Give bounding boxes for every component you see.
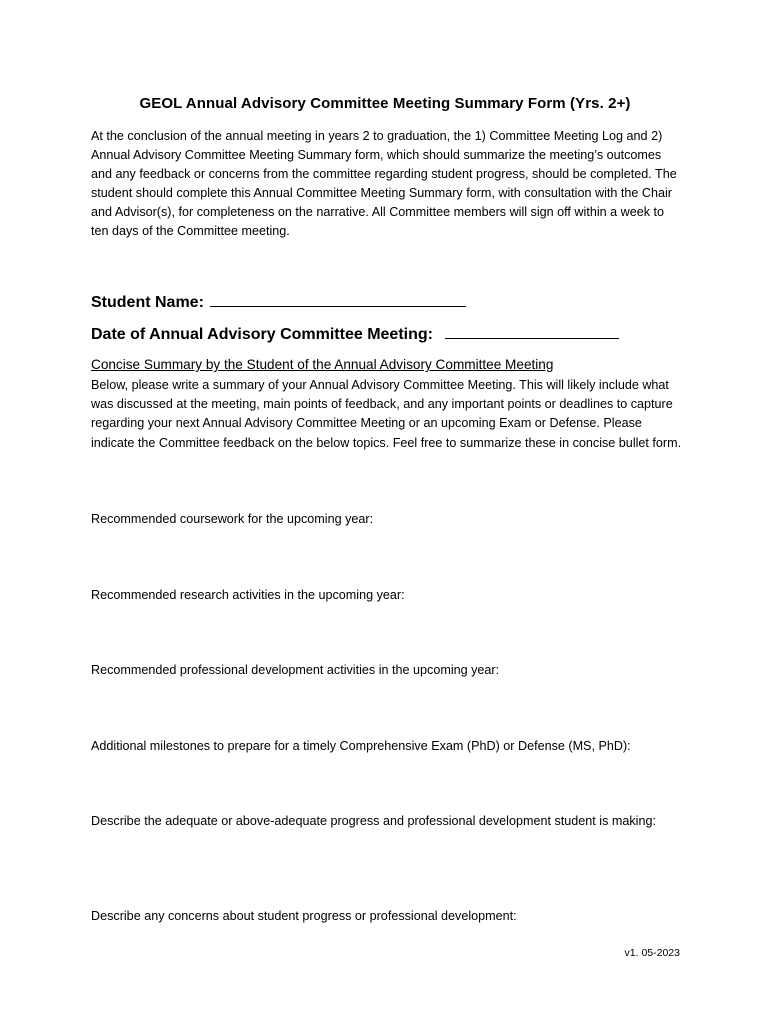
prompt-concerns: Describe any concerns about student progress or professional development: [91,909,517,923]
prompt-milestones: Additional milestones to prepare for a timely Comprehensive Exam (PhD) or Defense (MS, PhD): [91,739,631,753]
intro-paragraph: At the conclusion of the annual meeting in years 2 to graduation, the 1) Committee Meeting Log and 2) Annual Advisory Committee Meeting Summary form, which should summarize the meeting’s outcomes and any feedback or concerns from the committee regarding student progress, should be completed. The student should complete this Annual Committee Meeting Summary form, with consultation with the Chair and Advisor(s), for completeness on the narrative. All Committee members will sign off within a week to ten days of the Committee meeting. [91,129,677,238]
version-label: v1. 05-2023 [624,947,680,959]
meeting-date-blank[interactable] [445,324,619,339]
prompt-coursework: Recommended coursework for the upcoming year: [91,512,374,526]
prompt-progress: Describe the adequate or above-adequate progress and professional development student is making: [91,814,656,828]
prompt-research: Recommended research activities in the upcoming year: [91,588,405,602]
summary-heading: Concise Summary by the Student of the Annual Advisory Committee Meeting [91,357,554,372]
student-name-blank[interactable] [210,292,466,307]
prompt-professional-development: Recommended professional development activities in the upcoming year: [91,663,500,677]
summary-instructions: Below, please write a summary of your Annual Advisory Committee Meeting. This will likely include what was discussed at the meeting, main points of feedback, and any important points or deadlines to capture regarding your next Annual Advisory Committee Meeting or an upcoming Exam or Defense. Please indicate the Committee feedback on the below topics. Feel free to summarize these in concise bullet form. [91,378,682,450]
meeting-date-field [91,324,619,344]
student-name-label: Student Name: [91,294,204,311]
form-title: GEOL Annual Advisory Committee Meeting Summary Form (Yrs. 2+) [139,95,631,112]
student-name-field [91,292,466,312]
meeting-date-label: Date of Annual Advisory Committee Meeting: [91,326,433,343]
